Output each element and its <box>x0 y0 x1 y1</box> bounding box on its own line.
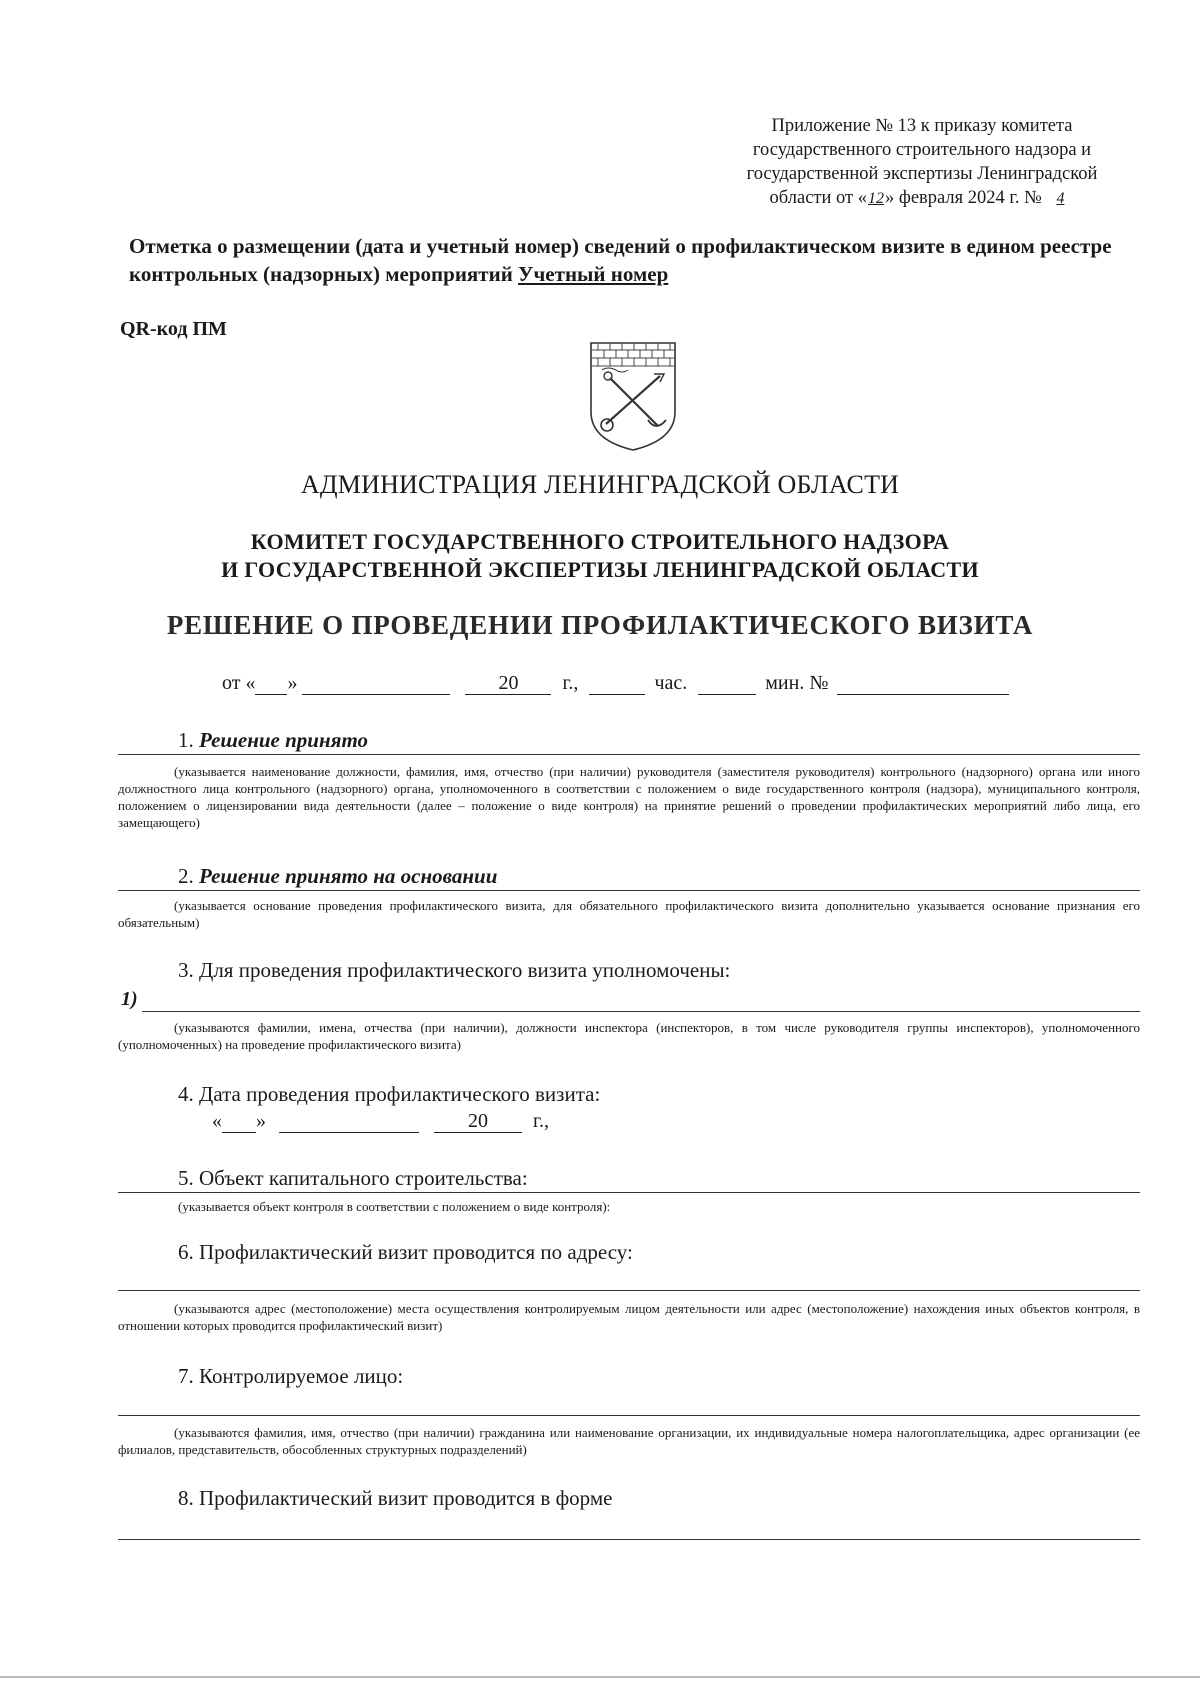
decision-date-line: от « » 20 г., час. мин. № <box>222 672 1009 695</box>
visit-month-field[interactable] <box>279 1110 419 1133</box>
section-8-title: 8. Профилактический визит проводится в форме <box>178 1486 613 1510</box>
visit-day-field[interactable] <box>222 1110 256 1133</box>
section-3-input-line[interactable] <box>142 1011 1140 1012</box>
section-3-title: 3. Для проведения профилактического визита уполномочены: <box>178 958 731 982</box>
registry-mark: Отметка о размещении (дата и учетный номер) сведений о профилактическом визите в едином реестре контрольных (надзорных) мероприятий Учетный номер <box>129 234 1112 286</box>
section-2-input-line[interactable] <box>118 890 1140 891</box>
section-2-title: 2. Решение принято на основании <box>178 864 498 888</box>
decision-title: РЕШЕНИЕ О ПРОВЕДЕНИИ ПРОФИЛАКТИЧЕСКОГО ВИЗИТА <box>166 610 1034 640</box>
registry-number-label: Учетный номер <box>518 262 669 286</box>
page-bottom-edge <box>0 1676 1200 1678</box>
leningrad-oblast-coat-of-arms-icon <box>588 340 678 452</box>
decision-number-field[interactable] <box>837 672 1009 695</box>
visit-date-line: « » 20 г., <box>212 1110 549 1132</box>
section-1-title: 1. Решение принято <box>178 728 369 752</box>
committee-title: КОМИТЕТ ГОСУДАРСТВЕННОГО СТРОИТЕЛЬНОГО НАДЗОРА И ГОСУДАРСТВЕННОЙ ЭКСПЕРТИЗЫ ЛЕНИНГРАДСКОЙ ОБЛАСТИ <box>221 529 979 582</box>
section-2-note: (указывается основание проведения профилактического визита, для обязательного профилактического визита дополнительно указывается основание признания его обязательным) <box>118 898 1140 930</box>
section-7-input-line[interactable] <box>118 1415 1140 1416</box>
minutes-field[interactable] <box>698 672 756 695</box>
section-1-input-line[interactable] <box>118 754 1140 755</box>
section-5-title: 5. Объект капитального строительства: <box>178 1166 528 1190</box>
section-1-note: (указывается наименование должности, фамилия, имя, отчество (при наличии) руководителя (заместителя руководителя) контрольного (надзорного) органа или иного должностного лица контрольного (надзорного) органа, уполномоченного в соответствии с положением о виде государственного контроля (надзора), муниципального контроля, положением о лицензировании вида деятельности (далее – положение о виде контроля) на принятие решений о проведении профилактических мероприятий либо лица, его замещающего) <box>118 764 1140 830</box>
year-field[interactable]: 20 <box>465 672 551 695</box>
appendix-line-2: государственного строительного надзора и <box>752 140 1092 160</box>
handwritten-order-number: 4 <box>1056 190 1065 207</box>
section-6-note: (указываются адрес (местоположение) места осуществления контролируемым лицом деятельности или адрес (местоположение) нахождения иных объектов контроля, в отношении которых проводится профилактический визит) <box>118 1301 1140 1333</box>
inspector-item-1: 1) <box>121 988 138 1010</box>
section-4-title: 4. Дата проведения профилактического визита: <box>178 1082 601 1106</box>
appendix-line-1: Приложение № 13 к приказу комитета <box>771 116 1073 136</box>
month-field[interactable] <box>302 672 450 695</box>
section-3-note: (указываются фамилии, имена, отчества (при наличии), должности инспектора (инспекторов, в том числе руководителя группы инспекторов), уполномоченного (уполномоченных) на проведение профилактического визита) <box>118 1020 1140 1052</box>
section-6-input-line[interactable] <box>118 1290 1140 1291</box>
qr-code-label: QR-код ПМ <box>120 318 227 340</box>
hours-field[interactable] <box>589 672 645 695</box>
section-7-note: (указываются фамилия, имя, отчество (при наличии) гражданина или наименование организации, их индивидуальные номера налогоплательщика, адрес организации (ее филиалов, представительств, обособленных структурных подразделений) <box>118 1425 1140 1457</box>
day-field[interactable] <box>255 672 287 695</box>
appendix-reference <box>722 114 1122 211</box>
section-7-title: 7. Контролируемое лицо: <box>178 1364 404 1388</box>
section-5-note: (указывается объект контроля в соответствии с положением о виде контроля): <box>178 1199 611 1214</box>
handwritten-day: 12 <box>867 190 884 207</box>
section-6-title: 6. Профилактический визит проводится по адресу: <box>178 1240 633 1264</box>
visit-year-field[interactable]: 20 <box>434 1110 522 1133</box>
section-8-input-line[interactable] <box>118 1539 1140 1540</box>
appendix-line-4: области от «12» февраля 2024 г. № 4 <box>722 186 1122 211</box>
administration-title: АДМИНИСТРАЦИЯ ЛЕНИНГРАДСКОЙ ОБЛАСТИ <box>300 470 900 499</box>
section-5-input-line[interactable] <box>118 1192 1140 1193</box>
appendix-line-3: государственной экспертизы Ленинградской <box>746 164 1098 184</box>
